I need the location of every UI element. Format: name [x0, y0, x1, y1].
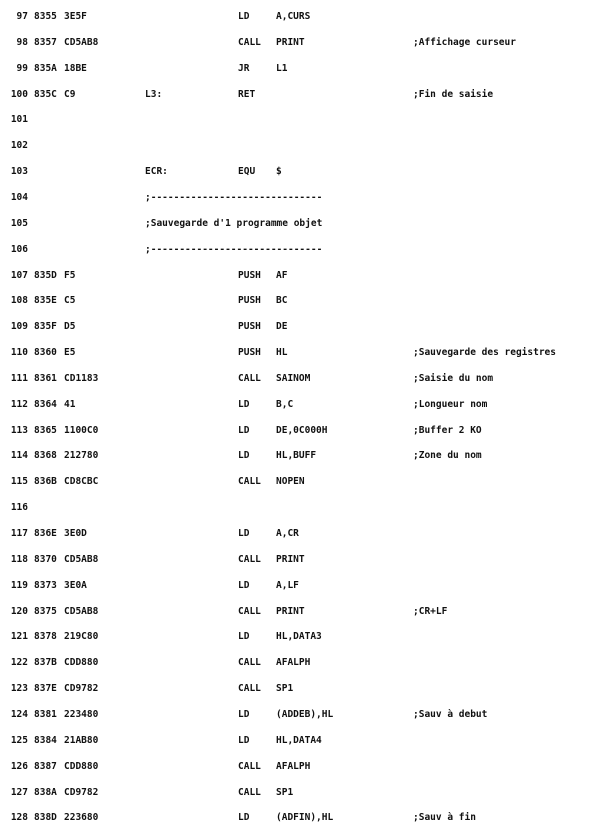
object-code: 18BE	[64, 62, 87, 74]
operand: (ADDEB),HL	[276, 708, 334, 720]
comment: ;Zone du nom	[413, 450, 482, 462]
listing-line	[0, 164, 613, 180]
mnemonic: LD	[238, 450, 250, 462]
line-number: 100	[10, 88, 28, 100]
operand: HL	[276, 347, 288, 359]
object-code: 212780	[64, 450, 99, 462]
mnemonic: CALL	[238, 605, 261, 617]
listing-line	[0, 423, 613, 439]
line-number: 128	[10, 812, 28, 824]
label: L3:	[145, 88, 163, 100]
comment: ;Sauvegarde des registres	[413, 347, 556, 359]
line-number: 98	[16, 36, 28, 48]
line-number: 120	[10, 605, 28, 617]
comment: ;Saisie du nom	[413, 372, 494, 384]
address: 8387	[34, 760, 57, 772]
listing-line	[0, 785, 613, 801]
listing-line	[0, 138, 613, 154]
line-number: 116	[10, 502, 28, 514]
operand: HL,BUFF	[276, 450, 317, 462]
mnemonic: PUSH	[238, 321, 261, 333]
address: 835D	[34, 269, 57, 281]
address: 8361	[34, 372, 57, 384]
mnemonic: CALL	[238, 786, 261, 798]
listing-line	[0, 552, 613, 568]
listing-line	[0, 9, 613, 25]
listing-line	[0, 397, 613, 413]
listing-line	[0, 242, 613, 258]
listing-line	[0, 112, 613, 128]
object-code: 3E5F	[64, 11, 87, 22]
object-code: 219C80	[64, 631, 99, 643]
line-number: 124	[10, 708, 28, 720]
mnemonic: CALL	[238, 760, 261, 772]
operand: $	[276, 166, 282, 178]
listing-line	[0, 604, 613, 620]
comment: ;Longueur nom	[413, 398, 488, 410]
line-number: 102	[10, 140, 28, 152]
comment-block: ;Sauvegarde d'1 programme objet	[145, 217, 323, 229]
address: 8373	[34, 579, 57, 591]
listing-line	[0, 500, 613, 516]
address: 8370	[34, 553, 57, 565]
address: 8360	[34, 347, 57, 359]
operand: (ADFIN),HL	[276, 812, 334, 824]
operand: DE	[276, 321, 288, 333]
operand: HL,DATA3	[276, 631, 322, 643]
operand: PRINT	[276, 553, 305, 565]
operand: B,C	[276, 398, 294, 410]
comment: ;Sauv à debut	[413, 708, 488, 720]
object-code: D5	[64, 321, 76, 333]
line-number: 97	[16, 11, 28, 22]
operand: A,LF	[276, 579, 299, 591]
address: 835C	[34, 88, 57, 100]
listing-line	[0, 190, 613, 206]
comment: ;CR+LF	[413, 605, 448, 617]
object-code: CD1183	[64, 372, 99, 384]
listing-line	[0, 629, 613, 645]
listing-line	[0, 319, 613, 335]
operand: HL,DATA4	[276, 734, 322, 746]
listing-line	[0, 345, 613, 361]
operand: SP1	[276, 683, 294, 695]
line-number: 119	[10, 579, 28, 591]
object-code: CD5AB8	[64, 553, 99, 565]
listing-line	[0, 810, 613, 826]
line-number: 104	[10, 191, 28, 203]
mnemonic: CALL	[238, 683, 261, 695]
operand: PRINT	[276, 605, 305, 617]
address: 836B	[34, 476, 57, 488]
comment: ;Buffer 2 KO	[413, 424, 482, 436]
operand: SP1	[276, 786, 294, 798]
address: 8355	[34, 11, 57, 22]
line-number: 103	[10, 166, 28, 178]
line-number: 108	[10, 295, 28, 307]
object-code: 41	[64, 398, 76, 410]
line-number: 113	[10, 424, 28, 436]
mnemonic: RET	[238, 88, 256, 100]
listing-line	[0, 371, 613, 387]
listing-line	[0, 448, 613, 464]
mnemonic: LD	[238, 708, 250, 720]
comment: ;Fin de saisie	[413, 88, 494, 100]
address: 835A	[34, 62, 57, 74]
address: 8384	[34, 734, 57, 746]
line-number: 122	[10, 657, 28, 669]
listing-line	[0, 87, 613, 103]
object-code: E5	[64, 347, 76, 359]
listing-line	[0, 733, 613, 749]
listing-line	[0, 61, 613, 77]
object-code: CDD880	[64, 657, 99, 669]
line-number: 112	[10, 398, 28, 410]
operand: A,CR	[276, 528, 299, 539]
address: 836E	[34, 528, 57, 539]
listing-line	[0, 216, 613, 232]
operand: SAINOM	[276, 372, 311, 384]
address: 8368	[34, 450, 57, 462]
object-code: 21AB80	[64, 734, 99, 746]
line-number: 107	[10, 269, 28, 281]
address: 837E	[34, 683, 57, 695]
listing-line	[0, 681, 613, 697]
operand: A,CURS	[276, 11, 311, 22]
comment-block: ;------------------------------	[145, 243, 323, 255]
address: 8364	[34, 398, 57, 410]
line-number: 117	[10, 528, 28, 539]
mnemonic: PUSH	[238, 269, 261, 281]
mnemonic: LD	[238, 734, 250, 746]
mnemonic: LD	[238, 424, 250, 436]
mnemonic: CALL	[238, 372, 261, 384]
address: 8365	[34, 424, 57, 436]
object-code: 1100C0	[64, 424, 99, 436]
address: 8378	[34, 631, 57, 643]
address: 837B	[34, 657, 57, 669]
mnemonic: LD	[238, 579, 250, 591]
object-code: 3E0D	[64, 528, 87, 539]
line-number: 105	[10, 217, 28, 229]
label: ECR:	[145, 166, 168, 178]
line-number: 109	[10, 321, 28, 333]
listing-line	[0, 35, 613, 51]
object-code: C9	[64, 88, 76, 100]
mnemonic: LD	[238, 528, 250, 539]
line-number: 110	[10, 347, 28, 359]
comment: ;Affichage curseur	[413, 36, 516, 48]
mnemonic: PUSH	[238, 347, 261, 359]
address: 8375	[34, 605, 57, 617]
object-code: CD5AB8	[64, 36, 99, 48]
operand: AFALPH	[276, 657, 311, 669]
listing-line	[0, 526, 613, 542]
object-code: 223680	[64, 812, 99, 824]
listing-line	[0, 759, 613, 775]
object-code: CD5AB8	[64, 605, 99, 617]
mnemonic: LD	[238, 11, 250, 22]
line-number: 126	[10, 760, 28, 772]
mnemonic: CALL	[238, 553, 261, 565]
mnemonic: LD	[238, 812, 250, 824]
mnemonic: LD	[238, 398, 250, 410]
listing-line	[0, 655, 613, 671]
operand: AF	[276, 269, 288, 281]
line-number: 101	[10, 114, 28, 126]
listing-line	[0, 578, 613, 594]
operand: DE,0C000H	[276, 424, 328, 436]
address: 8357	[34, 36, 57, 48]
object-code: F5	[64, 269, 76, 281]
line-number: 115	[10, 476, 28, 488]
operand: AFALPH	[276, 760, 311, 772]
object-code: 223480	[64, 708, 99, 720]
object-code: CDD880	[64, 760, 99, 772]
line-number: 123	[10, 683, 28, 695]
listing-line	[0, 293, 613, 309]
address: 838D	[34, 812, 57, 824]
object-code: CD8CBC	[64, 476, 99, 488]
mnemonic: LD	[238, 631, 250, 643]
comment-block: ;------------------------------	[145, 191, 323, 203]
operand: NOPEN	[276, 476, 305, 488]
mnemonic: CALL	[238, 476, 261, 488]
operand: L1	[276, 62, 288, 74]
mnemonic: EQU	[238, 166, 256, 178]
object-code: CD9782	[64, 683, 99, 695]
line-number: 121	[10, 631, 28, 643]
object-code: 3E0A	[64, 579, 87, 591]
comment: ;Sauv à fin	[413, 812, 476, 824]
operand: BC	[276, 295, 288, 307]
mnemonic: CALL	[238, 657, 261, 669]
listing-line	[0, 268, 613, 284]
line-number: 99	[16, 62, 28, 74]
object-code: CD9782	[64, 786, 99, 798]
line-number: 106	[10, 243, 28, 255]
mnemonic: JR	[238, 62, 250, 74]
operand: PRINT	[276, 36, 305, 48]
address: 838A	[34, 786, 57, 798]
line-number: 127	[10, 786, 28, 798]
address: 8381	[34, 708, 57, 720]
mnemonic: PUSH	[238, 295, 261, 307]
line-number: 111	[10, 372, 28, 384]
object-code: C5	[64, 295, 76, 307]
mnemonic: CALL	[238, 36, 261, 48]
address: 835F	[34, 321, 57, 333]
line-number: 118	[10, 553, 28, 565]
listing-line	[0, 474, 613, 490]
line-number: 125	[10, 734, 28, 746]
line-number: 114	[10, 450, 28, 462]
listing-line	[0, 707, 613, 723]
address: 835E	[34, 295, 57, 307]
